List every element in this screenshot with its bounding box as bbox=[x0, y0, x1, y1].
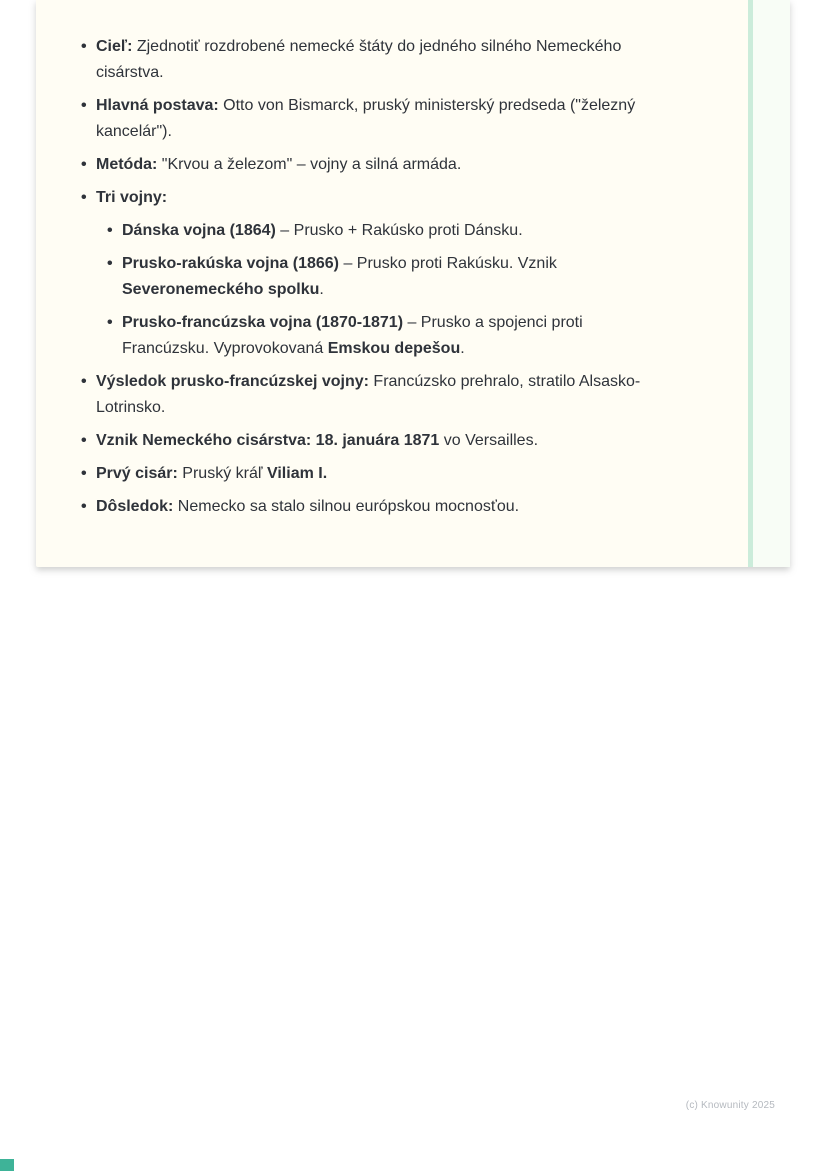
notes-card bbox=[36, 0, 790, 567]
margin-rule-line bbox=[748, 0, 753, 567]
list-item: • Výsledok prusko-francúzskej vojny: Francúzsko prehralo, stratilo Alsasko- Lotrinsko. bbox=[96, 369, 684, 421]
list-item: • Prusko-rakúska vojna (1866) – Prusko proti Rakúsku. Vznik Severonemeckého spolku. bbox=[122, 251, 684, 303]
list-item: • Dôsledok: Nemecko sa stalo silnou európskou mocnosťou. bbox=[96, 494, 684, 520]
list-item: • Tri vojny: bbox=[96, 185, 684, 211]
notes-list bbox=[96, 34, 684, 520]
notes-content bbox=[36, 0, 748, 567]
list-item: • Hlavná postava: Otto von Bismarck, pruský ministerský predseda ("železný kancelár"). bbox=[96, 93, 684, 145]
list-item: • Cieľ: Zjednotiť rozdrobené nemecké štáty do jedného silného Nemeckého cisárstva. bbox=[96, 34, 684, 86]
list-item: • Metóda: "Krvou a železom" – vojny a silná armáda. bbox=[96, 152, 684, 178]
list-item: • Prusko-francúzska vojna (1870-1871) – Prusko a spojenci proti Francúzsku. Vyprovokovaná Emskou depešou. bbox=[122, 310, 684, 362]
copyright-text: (c) Knowunity 2025 bbox=[685, 1100, 775, 1111]
next-page-corner-accent bbox=[0, 1159, 14, 1171]
list-item: • Vznik Nemeckého cisárstva: 18. januára 1871 vo Versailles. bbox=[96, 428, 684, 454]
right-margin-strip bbox=[753, 0, 790, 567]
list-item: • Dánska vojna (1864) – Prusko + Rakúsko proti Dánsku. bbox=[122, 218, 684, 244]
list-item: • Prvý cisár: Pruský kráľ Viliam I. bbox=[96, 461, 684, 487]
